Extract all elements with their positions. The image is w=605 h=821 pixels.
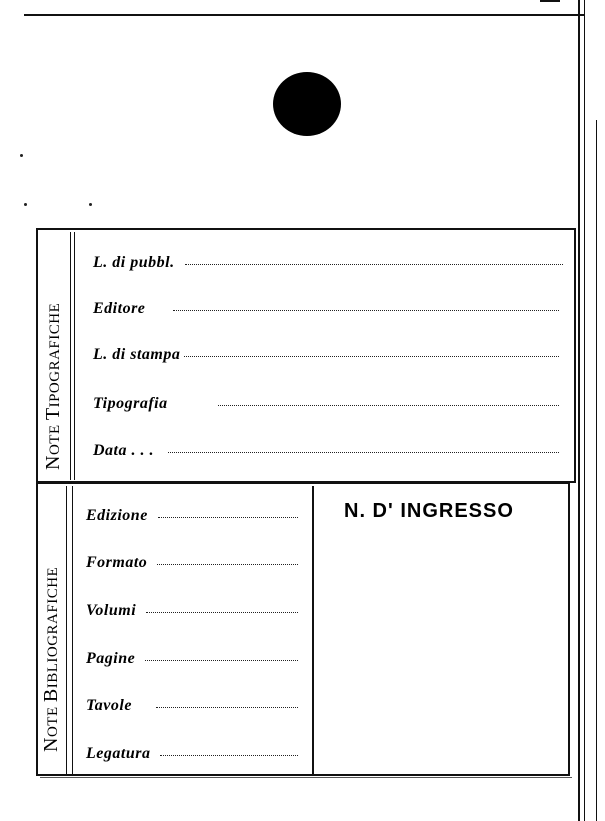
field-label: Edizione <box>86 507 148 524</box>
typographic-notes-title: NOTE TIPOGRAFICHE <box>42 302 64 470</box>
dotted-line <box>146 612 298 613</box>
field-label: Volumi <box>86 602 137 619</box>
field-date <box>93 442 559 460</box>
speck <box>89 203 92 206</box>
field-edition <box>86 507 298 525</box>
bibliographic-notes-section <box>36 481 570 776</box>
field-plates <box>86 697 298 715</box>
field-binding <box>86 745 298 763</box>
speck <box>24 203 27 206</box>
field-label: Editore <box>93 300 146 317</box>
dotted-line <box>218 405 559 406</box>
top-tick <box>540 0 560 2</box>
field-label: Formato <box>86 554 148 571</box>
dotted-line <box>184 356 559 357</box>
bibliographic-notes-title: NOTE BIBLIOGRAFICHE <box>40 566 62 752</box>
section-divider <box>74 232 75 480</box>
bottom-rule <box>40 777 572 778</box>
field-label: L. di pubbl. <box>93 254 175 271</box>
column-divider <box>312 486 314 774</box>
dotted-line <box>145 660 298 661</box>
field-label: Legatura <box>86 745 151 762</box>
speck <box>20 154 23 157</box>
field-pages <box>86 650 298 668</box>
dotted-line <box>156 707 298 708</box>
punch-hole <box>273 72 341 136</box>
field-label: Pagine <box>86 650 136 667</box>
field-place-of-printing <box>93 346 559 364</box>
dotted-line <box>160 755 298 756</box>
field-format <box>86 554 298 572</box>
field-label: Data . . . <box>93 442 154 459</box>
section-divider <box>66 486 67 774</box>
dotted-line <box>168 452 559 453</box>
field-label: L. di stampa <box>93 346 181 363</box>
section-divider <box>72 486 73 774</box>
right-edge-line-inner <box>584 0 585 821</box>
field-volumes <box>86 602 298 620</box>
section-divider <box>70 232 71 480</box>
field-label: Tavole <box>86 697 132 714</box>
dotted-line <box>157 564 298 565</box>
accession-number-label: N. D' INGRESSO <box>344 500 514 522</box>
dotted-line <box>185 264 563 265</box>
right-edge-line-outer <box>596 120 597 821</box>
field-printer <box>93 395 559 413</box>
right-edge-line <box>578 0 580 821</box>
dotted-line <box>173 310 559 311</box>
top-rule <box>24 14 584 16</box>
dotted-line <box>158 517 298 518</box>
field-label: Tipografia <box>93 395 168 412</box>
field-publisher <box>93 300 559 318</box>
field-place-of-publication <box>93 254 563 272</box>
